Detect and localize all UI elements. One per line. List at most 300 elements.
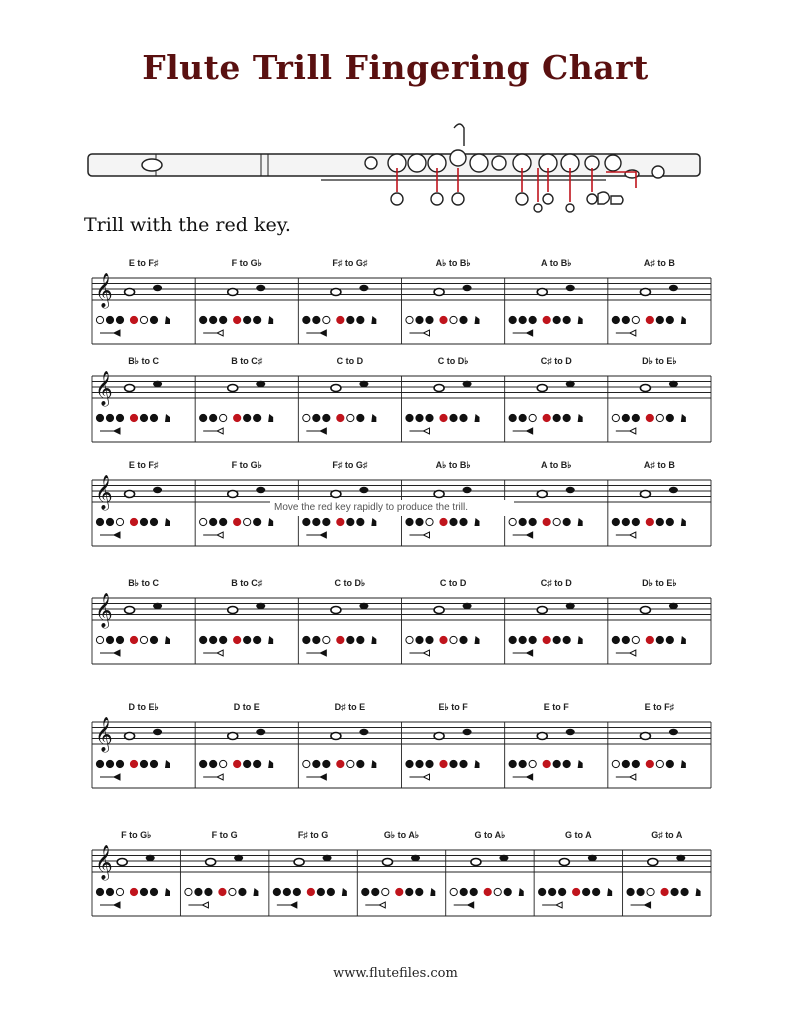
fingering-key-icon (646, 316, 653, 323)
fingering-key-icon (553, 316, 560, 323)
whole-note (537, 607, 547, 614)
foot-key-icon (578, 316, 583, 324)
fingering-key-icon (303, 760, 310, 767)
fingering-key-icon (313, 316, 320, 323)
fingering-key-icon (553, 414, 560, 421)
fingering-key-icon (116, 636, 123, 643)
fingering-key-icon (440, 316, 447, 323)
trill-label: F to G♭ (121, 830, 152, 840)
thumb-key-icon (100, 532, 120, 538)
filled-note (323, 855, 332, 861)
fingering-key-icon (244, 316, 251, 323)
fingering-key-icon (323, 636, 330, 643)
fingering-key-icon (666, 518, 673, 525)
thumb-key-icon (513, 428, 533, 434)
fingering-key-icon (426, 518, 433, 525)
fingering-key-icon (150, 636, 157, 643)
fingering-key-icon (632, 636, 639, 643)
filled-note (463, 487, 472, 493)
fingering-key-icon (656, 518, 663, 525)
foot-key-icon (268, 316, 273, 324)
trill-label: A♯ to B (643, 258, 675, 268)
filled-note (359, 487, 368, 493)
fingering-key-icon (632, 760, 639, 767)
fingering-key-icon (426, 414, 433, 421)
fingering-key-icon (293, 888, 300, 895)
fingering-key-icon (593, 888, 600, 895)
fingering-key-icon (210, 760, 217, 767)
fingering-key-icon (150, 760, 157, 767)
fingering-key-icon (357, 760, 364, 767)
foot-key-icon (268, 518, 273, 526)
page-title: Flute Trill Fingering Chart (142, 48, 649, 87)
fingering-key-icon (666, 316, 673, 323)
filled-note (669, 487, 678, 493)
whole-note (537, 385, 547, 392)
fingering-key-icon (632, 316, 639, 323)
fingering-key-icon (96, 316, 103, 323)
fingering-key-icon (200, 518, 207, 525)
trill-label: C to D (336, 356, 364, 366)
fingering-key-icon (440, 760, 447, 767)
fingering-key-icon (205, 888, 212, 895)
fingering-key-icon (323, 414, 330, 421)
whole-note (434, 607, 444, 614)
staff-row (0, 830, 791, 925)
fingering-key-icon (656, 316, 663, 323)
fingering-key-icon (632, 414, 639, 421)
fingering-key-icon (200, 636, 207, 643)
whole-note (331, 733, 341, 740)
fingering-key-icon (313, 518, 320, 525)
trill-label: A♭ to B♭ (435, 258, 471, 268)
thumb-key-icon (100, 902, 120, 908)
fingering-key-icon (116, 316, 123, 323)
fingering-key-icon (426, 760, 433, 767)
fingering-key-icon (303, 414, 310, 421)
filled-note (359, 381, 368, 387)
fingering-key-icon (543, 760, 550, 767)
filled-note (566, 603, 575, 609)
foot-key-icon (165, 414, 170, 422)
fingering-key-icon (106, 888, 113, 895)
fingering-key-icon (519, 760, 526, 767)
fingering-key-icon (646, 414, 653, 421)
whole-note (471, 859, 481, 866)
trill-label: D to E♭ (128, 702, 159, 712)
whole-note (125, 385, 135, 392)
fingering-key-icon (254, 636, 261, 643)
foot-key-icon (681, 760, 686, 768)
fingering-key-icon (244, 414, 251, 421)
fingering-key-icon (347, 518, 354, 525)
fingering-key-icon (254, 518, 261, 525)
thumb-key-icon (616, 428, 636, 434)
fingering-key-icon (106, 636, 113, 643)
fingering-key-icon (254, 414, 261, 421)
fingering-key-icon (416, 518, 423, 525)
fingering-key-icon (323, 760, 330, 767)
fingering-key-icon (553, 636, 560, 643)
fingering-key-icon (646, 760, 653, 767)
filled-note (463, 729, 472, 735)
trill-label: E♭ to F (438, 702, 468, 712)
fingering-key-icon (96, 888, 103, 895)
fingering-key-icon (661, 888, 668, 895)
fingering-key-icon (656, 636, 663, 643)
filled-note (588, 855, 597, 861)
whole-note (228, 733, 238, 740)
instruction-text: Trill with the red key. (84, 214, 291, 236)
fingering-key-icon (460, 518, 467, 525)
foot-key-icon (696, 888, 701, 896)
foot-key-icon (681, 518, 686, 526)
fingering-key-icon (543, 518, 550, 525)
trill-label: F to G♭ (231, 258, 262, 268)
thumb-key-icon (631, 902, 651, 908)
fingering-key-icon (220, 414, 227, 421)
fingering-key-icon (130, 636, 137, 643)
foot-key-icon (165, 316, 170, 324)
trill-label: C to D♭ (437, 356, 469, 366)
fingering-key-icon (519, 414, 526, 421)
flute-diagram-icon (86, 108, 706, 220)
trill-label: F to G (211, 830, 238, 840)
whole-note (125, 491, 135, 498)
staff-row (0, 258, 791, 353)
filled-note (153, 729, 162, 735)
footer-url[interactable]: www.flutefiles.com (333, 966, 458, 981)
trill-label: E to F♯ (644, 702, 675, 712)
thumb-key-icon (306, 650, 326, 656)
fingering-key-icon (519, 518, 526, 525)
fingering-key-icon (130, 760, 137, 767)
thumb-key-icon (410, 650, 430, 656)
whole-note (537, 491, 547, 498)
fingering-key-icon (509, 760, 516, 767)
red-key-caption: Move the red key rapidly to produce the trill. (270, 500, 514, 516)
trill-label: A♭ to B♭ (435, 460, 471, 470)
foot-key-icon (519, 888, 524, 896)
fingering-key-icon (681, 888, 688, 895)
fingering-key-icon (244, 518, 251, 525)
whole-note (648, 859, 658, 866)
fingering-key-icon (254, 760, 261, 767)
fingering-key-icon (406, 518, 413, 525)
filled-note (153, 285, 162, 291)
trill-label: E to F♯ (128, 460, 159, 470)
fingering-key-icon (637, 888, 644, 895)
thumb-key-icon (188, 902, 208, 908)
fingering-key-icon (96, 760, 103, 767)
trill-label: G♯ to A (651, 830, 683, 840)
fingering-key-icon (460, 636, 467, 643)
fingering-key-icon (140, 888, 147, 895)
filled-note (256, 285, 265, 291)
filled-note (669, 381, 678, 387)
trill-label: F♯ to G♯ (332, 258, 368, 268)
foot-key-icon (268, 636, 273, 644)
whole-note (434, 289, 444, 296)
thumb-key-icon (513, 532, 533, 538)
fingering-key-icon (622, 636, 629, 643)
fingering-key-icon (450, 760, 457, 767)
filled-note (669, 603, 678, 609)
fingering-key-icon (313, 636, 320, 643)
whole-note (294, 859, 304, 866)
fingering-key-icon (553, 760, 560, 767)
fingering-key-icon (327, 888, 334, 895)
trill-label: F to G♭ (231, 460, 262, 470)
fingering-key-icon (323, 316, 330, 323)
whole-note (125, 289, 135, 296)
fingering-key-icon (426, 636, 433, 643)
foot-key-icon (371, 760, 376, 768)
fingering-key-icon (254, 316, 261, 323)
whole-note (331, 385, 341, 392)
trill-label: A to B♭ (541, 258, 572, 268)
fingering-key-icon (622, 316, 629, 323)
fingering-key-icon (539, 888, 546, 895)
fingering-key-icon (210, 316, 217, 323)
trill-label: C♯ to D (540, 578, 572, 588)
filled-note (153, 381, 162, 387)
trill-label: F♯ to G♯ (332, 460, 368, 470)
fingering-key-icon (622, 414, 629, 421)
thumb-key-icon (306, 330, 326, 336)
fingering-key-icon (195, 888, 202, 895)
fingering-key-icon (573, 888, 580, 895)
thumb-key-icon (410, 428, 430, 434)
foot-key-icon (681, 636, 686, 644)
fingering-key-icon (303, 636, 310, 643)
foot-key-icon (165, 636, 170, 644)
fingering-key-icon (357, 636, 364, 643)
fingering-key-icon (632, 518, 639, 525)
fingering-key-icon (450, 888, 457, 895)
fingering-key-icon (130, 888, 137, 895)
fingering-key-icon (440, 518, 447, 525)
fingering-key-icon (529, 414, 536, 421)
fingering-key-icon (563, 316, 570, 323)
whole-note (228, 607, 238, 614)
foot-key-icon (371, 316, 376, 324)
thumb-key-icon (542, 902, 562, 908)
treble-clef-icon: 𝄞 (95, 593, 113, 628)
foot-key-icon (268, 760, 273, 768)
fingering-key-icon (96, 518, 103, 525)
fingering-key-icon (150, 518, 157, 525)
trill-label: G to A (565, 830, 592, 840)
trill-label: G to A♭ (474, 830, 506, 840)
filled-note (499, 855, 508, 861)
foot-key-icon (475, 316, 480, 324)
fingering-key-icon (140, 636, 147, 643)
fingering-key-icon (106, 760, 113, 767)
fingering-key-icon (484, 888, 491, 895)
trill-label: C to D (439, 578, 467, 588)
fingering-key-icon (543, 316, 550, 323)
foot-key-icon (475, 414, 480, 422)
fingering-key-icon (140, 414, 147, 421)
fingering-key-icon (210, 414, 217, 421)
fingering-key-icon (130, 414, 137, 421)
fingering-key-icon (529, 316, 536, 323)
thumb-key-icon (513, 330, 533, 336)
foot-key-icon (268, 414, 273, 422)
fingering-key-icon (140, 518, 147, 525)
fingering-key-icon (337, 414, 344, 421)
fingering-key-icon (612, 316, 619, 323)
fingering-key-icon (229, 888, 236, 895)
fingering-key-icon (406, 316, 413, 323)
fingering-key-icon (219, 888, 226, 895)
whole-note (640, 385, 650, 392)
fingering-key-icon (116, 888, 123, 895)
fingering-key-icon (612, 760, 619, 767)
fingering-key-icon (553, 518, 560, 525)
fingering-key-icon (234, 636, 241, 643)
filled-note (676, 855, 685, 861)
fingering-key-icon (116, 414, 123, 421)
foot-key-icon (578, 518, 583, 526)
filled-note (463, 603, 472, 609)
fingering-key-icon (450, 636, 457, 643)
trill-label: B to C♯ (231, 578, 263, 588)
fingering-key-icon (200, 760, 207, 767)
fingering-key-icon (646, 518, 653, 525)
filled-note (153, 603, 162, 609)
fingering-key-icon (563, 414, 570, 421)
filled-note (566, 487, 575, 493)
fingering-key-icon (460, 414, 467, 421)
fingering-key-icon (583, 888, 590, 895)
treble-clef-icon: 𝄞 (95, 475, 113, 510)
fingering-key-icon (406, 760, 413, 767)
thumb-key-icon (410, 774, 430, 780)
foot-key-icon (253, 888, 258, 896)
fingering-key-icon (612, 518, 619, 525)
thumb-key-icon (616, 532, 636, 538)
fingering-key-icon (656, 760, 663, 767)
fingering-key-icon (549, 888, 556, 895)
fingering-key-icon (303, 518, 310, 525)
filled-note (256, 487, 265, 493)
thumb-key-icon (616, 330, 636, 336)
filled-note (234, 855, 243, 861)
trill-label: B♭ to C (128, 578, 159, 588)
fingering-key-icon (627, 888, 634, 895)
foot-key-icon (475, 518, 480, 526)
trill-label: B♭ to C (128, 356, 159, 366)
fingering-key-icon (337, 760, 344, 767)
fingering-key-icon (382, 888, 389, 895)
fingering-key-icon (372, 888, 379, 895)
whole-note (537, 289, 547, 296)
thumb-key-icon (513, 650, 533, 656)
whole-note (228, 289, 238, 296)
fingering-key-icon (357, 518, 364, 525)
whole-note (228, 385, 238, 392)
whole-note (125, 733, 135, 740)
thumb-key-icon (203, 330, 223, 336)
fingering-key-icon (140, 316, 147, 323)
filled-note (359, 285, 368, 291)
fingering-key-icon (666, 760, 673, 767)
fingering-key-icon (563, 760, 570, 767)
fingering-key-icon (406, 636, 413, 643)
foot-key-icon (371, 518, 376, 526)
thumb-key-icon (100, 330, 120, 336)
fingering-key-icon (244, 636, 251, 643)
thumb-key-icon (100, 774, 120, 780)
filled-note (566, 285, 575, 291)
fingering-key-icon (200, 316, 207, 323)
trill-label: D♭ to E♭ (642, 356, 677, 366)
filled-note (463, 381, 472, 387)
treble-clef-icon: 𝄞 (95, 371, 113, 406)
filled-note (669, 729, 678, 735)
filled-note (463, 285, 472, 291)
fingering-key-icon (509, 518, 516, 525)
filled-note (153, 487, 162, 493)
fingering-key-icon (416, 760, 423, 767)
filled-note (359, 729, 368, 735)
fingering-key-icon (347, 414, 354, 421)
fingering-key-icon (337, 316, 344, 323)
thumb-key-icon (306, 532, 326, 538)
thumb-key-icon (100, 650, 120, 656)
fingering-key-icon (210, 636, 217, 643)
fingering-key-icon (440, 636, 447, 643)
whole-note (434, 385, 444, 392)
foot-key-icon (371, 636, 376, 644)
thumb-key-icon (410, 330, 430, 336)
treble-clef-icon: 𝄞 (95, 273, 113, 308)
fingering-key-icon (416, 636, 423, 643)
fingering-key-icon (450, 414, 457, 421)
whole-note (331, 491, 341, 498)
trill-label: C♯ to D (540, 356, 572, 366)
foot-key-icon (165, 518, 170, 526)
thumb-key-icon (306, 774, 326, 780)
fingering-key-icon (646, 636, 653, 643)
fingering-key-icon (494, 888, 501, 895)
whole-note (434, 733, 444, 740)
whole-note (117, 859, 127, 866)
trill-label: G♭ to A♭ (383, 830, 420, 840)
fingering-key-icon (529, 518, 536, 525)
thumb-key-icon (203, 428, 223, 434)
fingering-key-icon (563, 636, 570, 643)
fingering-key-icon (450, 518, 457, 525)
thumb-key-icon (203, 650, 223, 656)
filled-note (566, 381, 575, 387)
fingering-key-icon (307, 888, 314, 895)
fingering-key-icon (106, 414, 113, 421)
fingering-key-icon (450, 316, 457, 323)
fingering-key-icon (313, 760, 320, 767)
fingering-key-icon (470, 888, 477, 895)
fingering-key-icon (519, 316, 526, 323)
fingering-key-icon (406, 414, 413, 421)
fingering-key-icon (656, 414, 663, 421)
whole-note (640, 733, 650, 740)
fingering-key-icon (220, 316, 227, 323)
thumb-key-icon (203, 532, 223, 538)
fingering-key-icon (416, 316, 423, 323)
trill-label: D♯ to E (334, 702, 366, 712)
